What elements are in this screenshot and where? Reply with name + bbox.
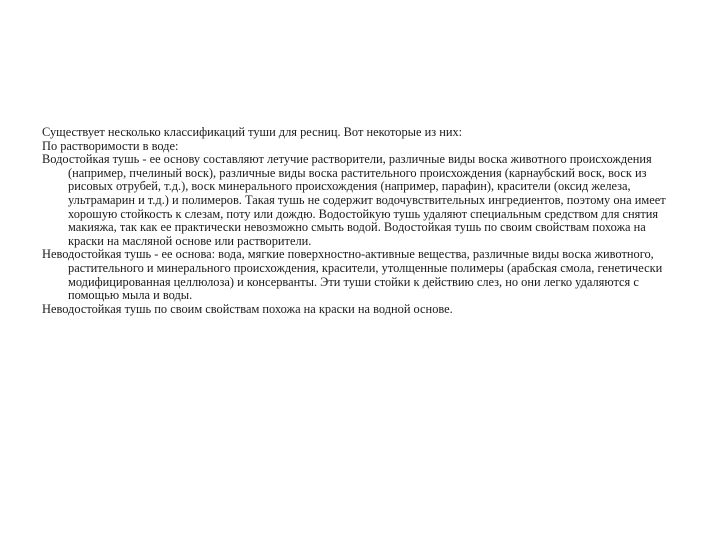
paragraph-non-waterproof-comparison: Неводостойкая тушь по своим свойствам похожа на краски на водной основе. xyxy=(42,301,453,316)
text-body xyxy=(42,126,674,316)
paragraph-non-waterproof: Неводостойкая тушь - ее основа: вода, мягкие поверхностно-активные вещества, различные виды воска животного, растительного и минерального происхождения, красители, утолщенные полимеры (арабская смола, генетически модифицированная целлюлоза) и консерванты. Эти туши стойки к действию слез, но они легко удаляются с помощью мыла и воды. xyxy=(42,247,663,303)
paragraph-intro: Существует несколько классификаций туши для ресниц. Вот некоторые из них: xyxy=(42,125,463,139)
paragraph-solubility-heading: По растворимости в воде: xyxy=(42,138,179,153)
paragraph-waterproof: Водостойкая тушь - ее основу составляют летучие растворители, различные виды воска животного происхождения (например, пчелиный воск), различные виды воска растительного происхождения (карнаубский воск, воск из рисовых отрубей, т.д.), воск минерального происхождения (например, парафин), красители (оксид железа, ультрамарин и т.д.) и полимеров. Такая тушь не содержит водочувствительных ингредиентов, поэтому она имеет хорошую стойкость к слезам, поту или дождю. Водостойкую тушь удаляют специальным средством для снятия макияжа, так как ее практически невозможно смыть водой. Водостойкая тушь по своим свойствам похожа на краски на масляной основе или растворители. xyxy=(42,152,666,248)
